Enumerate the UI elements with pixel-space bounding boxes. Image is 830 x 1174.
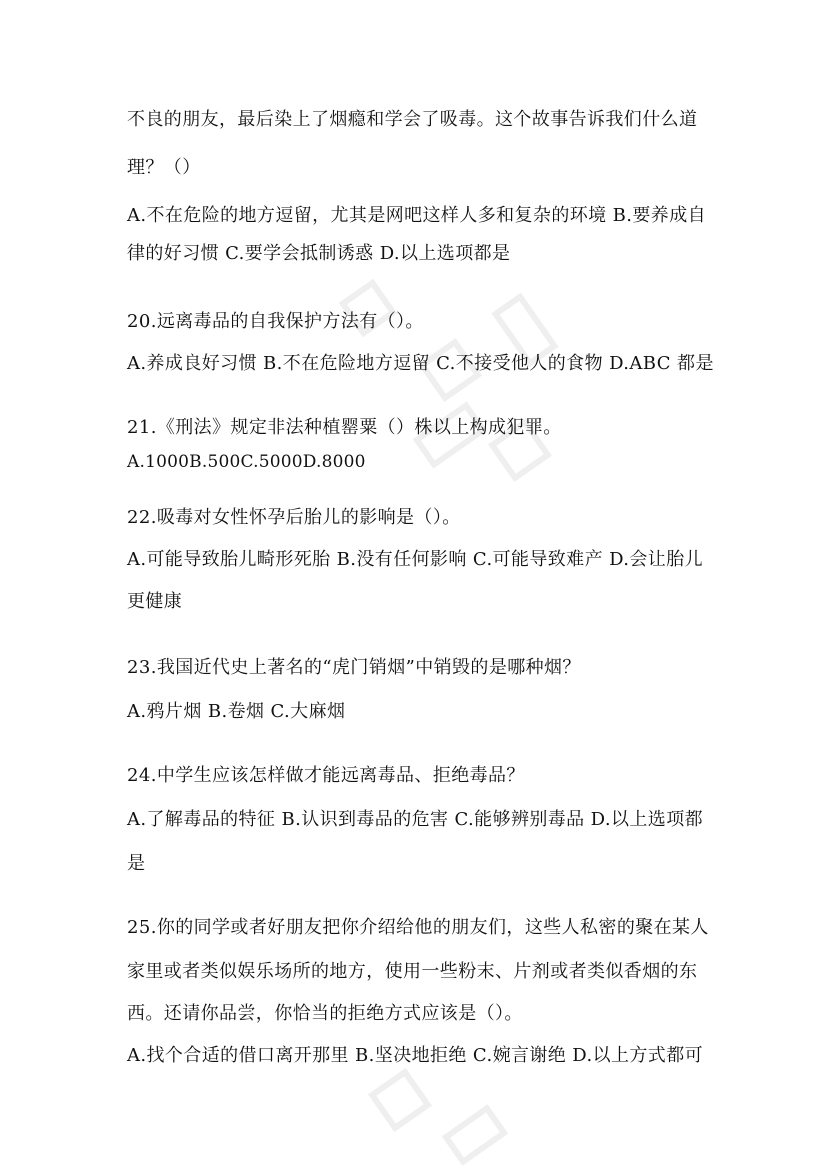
q23-options: A.鸦片烟 B.卷烟 C.大麻烟 (127, 701, 346, 722)
q25-stem-line-1: 25.你的同学或者好朋友把你介绍给他的朋友们，这些人私密的聚在某人 (127, 917, 709, 938)
q22-options-line-1: A.可能导致胎儿畸形死胎 B.没有任何影响 C.可能导致难产 D.会让胎儿 (127, 549, 703, 570)
q21-stem: 21.《刑法》规定非法种植罂粟（）株以上构成犯罪。 (127, 417, 562, 438)
q19-options-line-2: 律的好习惯 C.要学会抵制诱惑 D.以上选项都是 (127, 243, 511, 264)
q19-options-line-1: A.不在危险的地方逗留，尤其是网吧这样人多和复杂的环境 B.要养成自 (127, 205, 706, 226)
q22-options-line-2: 更健康 (127, 591, 183, 612)
q25-stem-line-3: 西。还请你品尝，你恰当的拒绝方式应该是（）。 (127, 1003, 523, 1024)
q21-options: A.1000B.500C.5000D.8000 (127, 452, 366, 472)
q20-stem: 20.远离毒品的自我保护方法有（）。 (127, 311, 424, 332)
q19-stem-line-1: 不良的朋友，最后染上了烟瘾和学会了吸毒。这个故事告诉我们什么道 (127, 109, 698, 130)
q20-options: A.养成良好习惯 B.不在危险地方逗留 C.不接受他人的食物 D.ABC 都是 (127, 353, 714, 374)
q24-options-line-2: 是 (127, 853, 146, 874)
q23-stem: 23.我国近代史上著名的“虎门销烟”中销毁的是哪种烟？ (127, 657, 581, 678)
q22-stem: 22.吸毒对女性怀孕后胎儿的影响是（）。 (127, 507, 461, 528)
q24-options-line-1: A.了解毒品的特征 B.认识到毒品的危害 C.能够辨别毒品 D.以上选项都 (127, 809, 703, 830)
q25-options: A.找个合适的借口离开那里 B.坚决地拒绝 C.婉言谢绝 D.以上方式都可 (127, 1045, 703, 1066)
q25-stem-line-2: 家里或者类似娱乐场所的地方，使用一些粉末、片剂或者类似香烟的东 (127, 961, 698, 982)
q24-stem: 24.中学生应该怎样做才能远离毒品、拒绝毒品？ (127, 765, 525, 786)
q19-stem-line-2: 理？（） (127, 157, 201, 178)
